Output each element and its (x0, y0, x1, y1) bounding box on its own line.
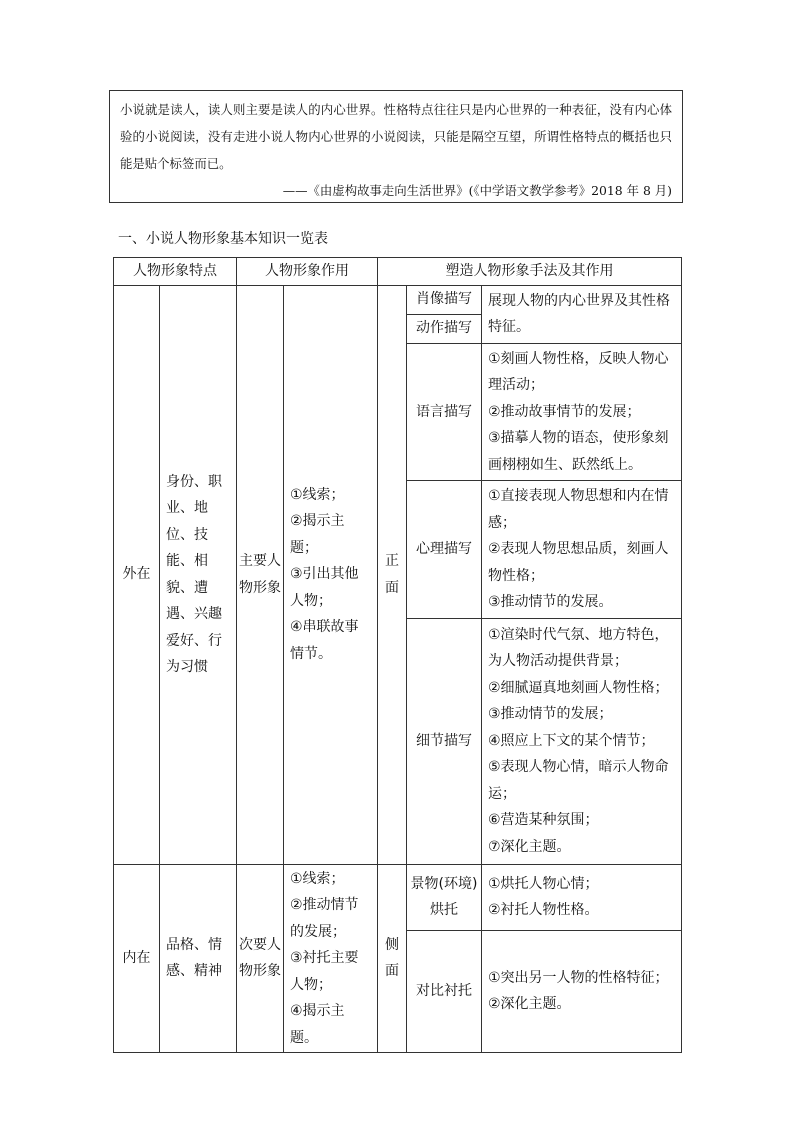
front-side-label: 正面 (378, 285, 407, 864)
header-roles: 人物形象作用 (237, 258, 378, 286)
effect-item: ①直接表现人物思想和内在情感； (488, 488, 669, 531)
method-psychology: 心理描写 (407, 481, 482, 619)
knowledge-table (113, 257, 682, 1053)
effect-item: ②深化主题。 (488, 996, 571, 1013)
outer-label: 外在 (114, 285, 160, 864)
method-speech-effects (482, 343, 682, 481)
inner-function-2: ②推动情节的发展； (290, 897, 359, 940)
table-header-row (114, 258, 682, 286)
method-scenery-effects (482, 864, 682, 930)
method-contrast: 对比衬托 (407, 930, 482, 1052)
side-label: 侧面 (378, 864, 407, 1053)
outer-functions (284, 285, 378, 864)
inner-function-4: ④揭示主题。 (290, 1003, 345, 1046)
effect-item: ①突出另一人物的性格特征； (488, 969, 669, 986)
inner-function-3: ③衬托主要人物； (290, 950, 359, 993)
header-traits: 人物形象特点 (114, 258, 237, 286)
effect-item: ③推动情节的发展。 (488, 594, 613, 610)
inner-traits: 品格、情感、精神 (160, 864, 237, 1053)
effect-item: ①渲染时代气氛、地方特色，为人物活动提供背景； (488, 626, 669, 670)
section-title: 一、小说人物形象基本知识一览表 (118, 231, 328, 247)
method-psychology-effects (482, 481, 682, 619)
inner-label: 内在 (114, 864, 160, 1053)
table-row (114, 864, 682, 930)
method-portrait: 肖像描写 (407, 285, 482, 314)
header-methods: 塑造人物形象手法及其作用 (378, 258, 682, 286)
effect-item: ①刻画人物性格，反映人物心理活动； (488, 350, 669, 393)
outer-function-1: ①线索； (290, 486, 345, 503)
method-speech: 语言描写 (407, 343, 482, 481)
quote-box (109, 90, 683, 203)
effect-item: ②细腻逼真地刻画人物性格； (488, 679, 669, 696)
effect-item: ②推动故事情节的发展； (488, 403, 641, 420)
inner-functions (284, 864, 378, 1053)
effect-item: ⑦深化主题。 (488, 838, 571, 855)
outer-traits: 身份、职业、地位、技能、相貌、遭遇、兴趣爱好、行为习惯 (160, 285, 237, 864)
outer-function-4: ④串联故事情节。 (290, 619, 359, 662)
method-portrait-action-effect: 展现人物的内心世界及其性格特征。 (482, 285, 682, 343)
quote-text: 小说就是读人，读人则主要是读人的内心世界。性格特点往往只是内心世界的一种表征，没有内心体验的小说阅读，没有走进小说人物内心世界的小说阅读，只能是隔空互望，所谓性格特点的概括也只能是贴个标签而已。 (120, 102, 672, 171)
effect-item: ③描摹人物的语态，使形象刻画栩栩如生、跃然纸上。 (488, 430, 669, 473)
method-detail: 细节描写 (407, 618, 482, 864)
method-action: 动作描写 (407, 314, 482, 343)
outer-role: 主要人物形象 (237, 285, 284, 864)
outer-function-2: ②揭示主题； (290, 513, 345, 556)
effect-item: ①烘托人物心情； (488, 875, 599, 892)
table-row (114, 285, 682, 314)
effect-item: ②衬托人物性格。 (488, 902, 599, 919)
effect-item: ②表现人物思想品质，刻画人物性格； (488, 541, 669, 584)
quote-source: ——《由虚构故事走向生活世界》(《中学语文教学参考》2018 年 8 月) (282, 183, 672, 198)
effect-item: ⑤表现人物心情，暗示人物命运； (488, 759, 669, 802)
effect-item: ④照应上下文的某个情节； (488, 732, 655, 749)
method-detail-effects (482, 618, 682, 864)
effect-item: ⑥营造某种氛围； (488, 812, 599, 829)
outer-function-3: ③引出其他人物； (290, 566, 359, 609)
method-scenery: 景物(环境)烘托 (407, 864, 482, 930)
effect-item: ③推动情节的发展； (488, 706, 613, 723)
method-contrast-effects (482, 930, 682, 1052)
inner-role: 次要人物形象 (237, 864, 284, 1053)
inner-function-1: ①线索； (290, 870, 345, 887)
